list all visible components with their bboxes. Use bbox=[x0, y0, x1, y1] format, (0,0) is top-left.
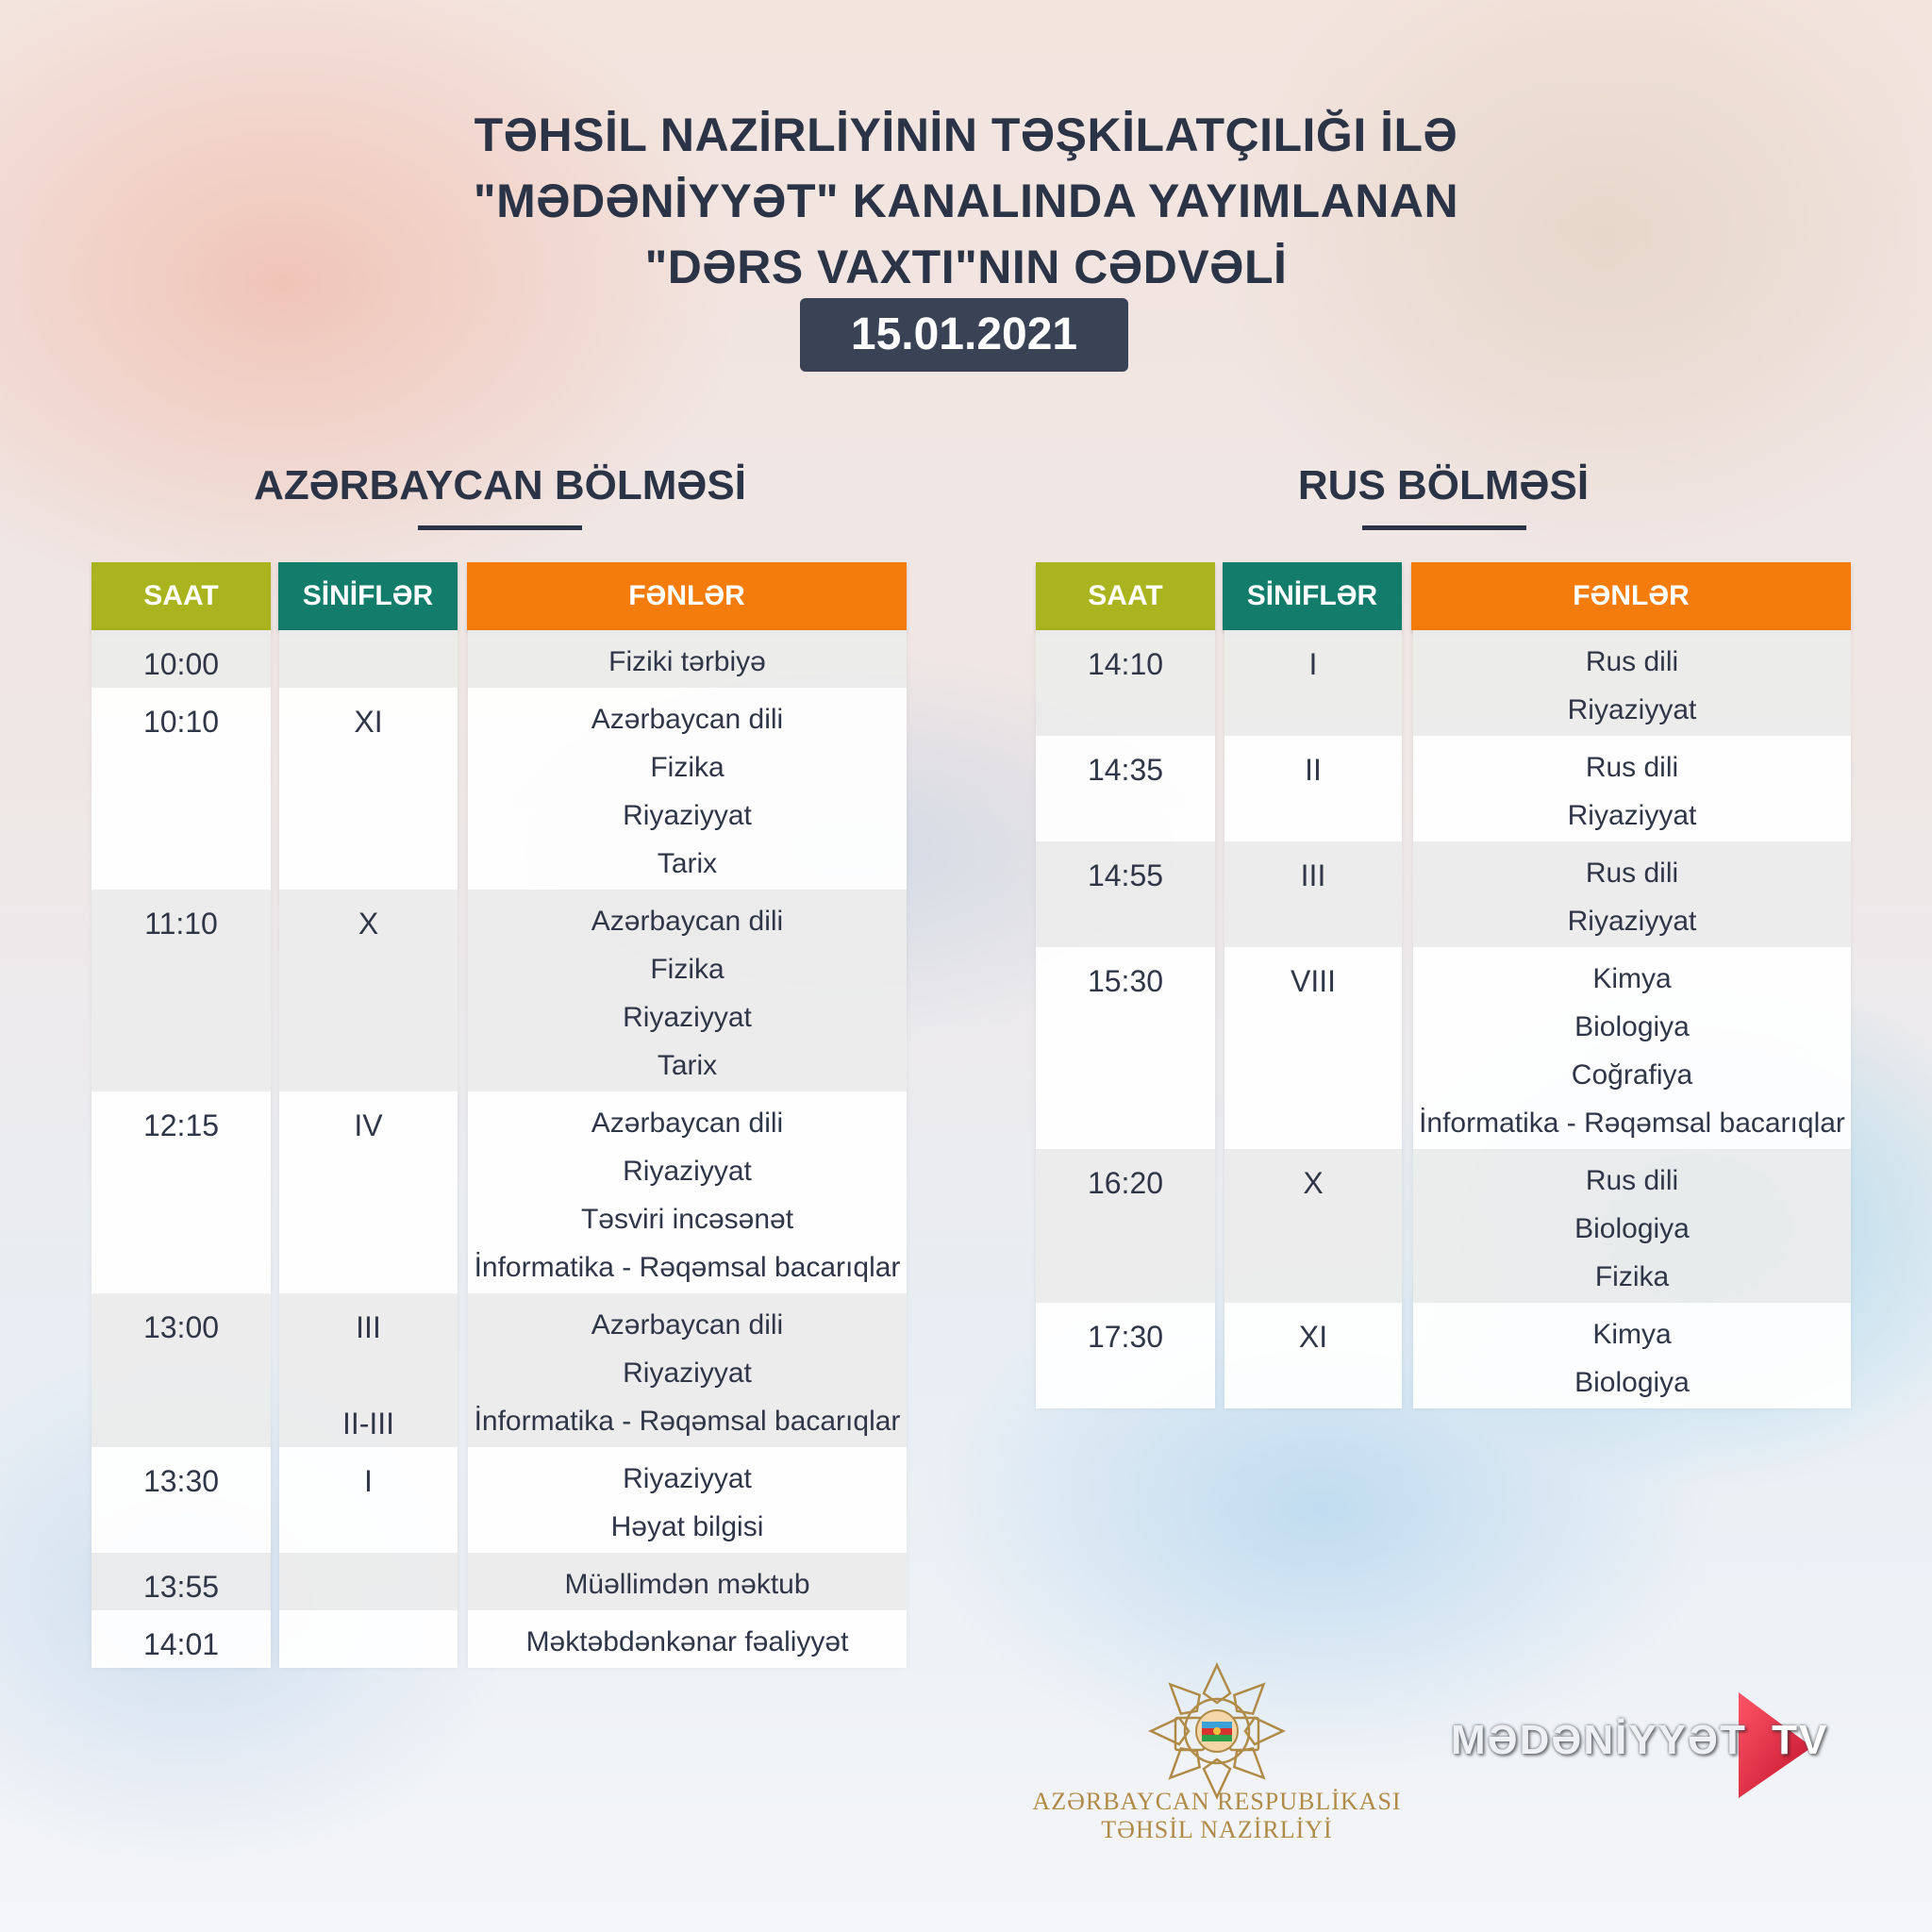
ru-row-subject: Riyaziyyat bbox=[1567, 906, 1697, 937]
ru-header-saat: SAAT bbox=[1036, 562, 1215, 630]
ru-row-time: 14:10 bbox=[1087, 647, 1164, 681]
az-row-subject-cell bbox=[468, 1091, 907, 1293]
title-line-3: "DƏRS VAXTI"NIN CƏDVƏLİ bbox=[644, 241, 1288, 293]
ru-row-grade: VIII bbox=[1290, 964, 1336, 998]
az-row-subject: Həyat bilgisi bbox=[610, 1511, 764, 1542]
az-row-subject: Riyaziyyat bbox=[623, 1463, 752, 1494]
az-row-subject-cell bbox=[468, 1447, 907, 1553]
ru-row-subject: Biologiya bbox=[1574, 1011, 1690, 1042]
ru-row-subject: Biologiya bbox=[1574, 1213, 1690, 1244]
date-badge: 15.01.2021 bbox=[800, 298, 1128, 372]
ru-section-title: RUS BÖLMƏSİ bbox=[1297, 462, 1590, 508]
ru-row-subject: Rus dili bbox=[1585, 752, 1679, 783]
ru-row-grade-cell bbox=[1224, 630, 1402, 736]
ru-row-subject: Coğrafiya bbox=[1571, 1059, 1693, 1091]
az-row-grade-cell bbox=[279, 1553, 458, 1610]
az-row-subject-cell bbox=[468, 630, 907, 688]
ru-row-grade-cell bbox=[1224, 1303, 1402, 1408]
ru-row-time: 17:30 bbox=[1087, 1320, 1164, 1354]
ru-row-time: 15:30 bbox=[1087, 964, 1164, 998]
ru-row-subject-cell bbox=[1413, 736, 1851, 841]
ru-column-saat bbox=[1036, 630, 1215, 1408]
az-row-time: 13:00 bbox=[142, 1310, 220, 1344]
ru-row-time-cell bbox=[1036, 1303, 1215, 1408]
az-row-subject-cell bbox=[468, 1610, 907, 1668]
az-row-time-cell bbox=[92, 1447, 271, 1553]
ru-row-subject: Rus dili bbox=[1585, 646, 1679, 677]
az-row-time-cell bbox=[92, 1553, 271, 1610]
ru-row-time-cell bbox=[1036, 630, 1215, 736]
az-row-grade: X bbox=[358, 907, 379, 941]
az-row-grade-cell bbox=[279, 1091, 458, 1293]
ru-row-grade-cell bbox=[1224, 841, 1402, 947]
az-row-time-cell bbox=[92, 1091, 271, 1293]
title-line-2: "MƏDƏNİYYƏT" KANALINDA YAYIMLANAN bbox=[473, 175, 1459, 227]
az-row-grade-cell bbox=[279, 890, 458, 1091]
ru-row-time: 14:55 bbox=[1087, 858, 1164, 892]
az-header-fenler: FƏNLƏR bbox=[467, 562, 907, 630]
ru-row-subject: Rus dili bbox=[1585, 1165, 1679, 1196]
az-header-sinifler: SİNİFLƏR bbox=[278, 562, 458, 630]
az-column-fenler bbox=[468, 630, 907, 1668]
az-row-grade-cell bbox=[279, 1447, 458, 1553]
ru-row-grade: II bbox=[1305, 753, 1322, 787]
az-row-time-cell bbox=[92, 890, 271, 1091]
az-header-saat: SAAT bbox=[92, 562, 271, 630]
ru-header-fenler: FƏNLƏR bbox=[1411, 562, 1851, 630]
ru-row-subject: Kimya bbox=[1592, 1319, 1672, 1350]
ru-row-subject: Kimya bbox=[1592, 963, 1672, 994]
az-row-subject: Müəllimdən məktub bbox=[564, 1569, 810, 1600]
az-row-time-cell bbox=[92, 1293, 271, 1447]
ru-row-time-cell bbox=[1036, 1149, 1215, 1303]
ru-row-time: 14:35 bbox=[1087, 753, 1164, 787]
ru-row-subject-cell bbox=[1413, 630, 1851, 736]
az-row-time: 10:10 bbox=[142, 705, 220, 739]
az-row-subject: Azərbaycan dili bbox=[591, 1108, 784, 1139]
az-row-subject: Fizika bbox=[650, 752, 724, 783]
az-row-time-cell bbox=[92, 688, 271, 890]
ru-row-grade: I bbox=[1308, 647, 1318, 681]
page-title bbox=[0, 102, 1932, 300]
ru-row-time-cell bbox=[1036, 736, 1215, 841]
az-row-time-cell bbox=[92, 630, 271, 688]
ru-row-time: 16:20 bbox=[1087, 1166, 1164, 1200]
az-row-subject: İnformatika - Rəqəmsal bacarıqlar bbox=[474, 1406, 901, 1437]
tv-logo-text bbox=[1451, 1717, 1829, 1764]
az-row-grade: I bbox=[364, 1464, 373, 1498]
az-row-time-cell bbox=[92, 1610, 271, 1668]
ru-row-grade: XI bbox=[1298, 1320, 1328, 1354]
az-row-subject: Məktəbdənkənar fəaliyyət bbox=[525, 1626, 849, 1657]
az-column-sinifler bbox=[279, 630, 458, 1668]
ru-row-subject-cell bbox=[1413, 947, 1851, 1149]
az-row-subject: Azərbaycan dili bbox=[591, 906, 784, 937]
az-row-grade-cell bbox=[279, 630, 458, 688]
ru-column-sinifler bbox=[1224, 630, 1402, 1408]
az-row-subject: Riyaziyyat bbox=[623, 800, 752, 831]
az-row-time: 12:15 bbox=[142, 1108, 220, 1142]
az-row-subject: Təsviri incəsənət bbox=[580, 1204, 794, 1235]
tv-logo-name: MƏDƏNİYYƏT bbox=[1451, 1717, 1747, 1763]
ru-row-subject-cell bbox=[1413, 1303, 1851, 1408]
az-row-grade: XI bbox=[354, 705, 383, 739]
ru-row-subject: Biologiya bbox=[1574, 1367, 1690, 1398]
az-row-subject: İnformatika - Rəqəmsal bacarıqlar bbox=[474, 1252, 901, 1283]
az-row-grade-cell bbox=[279, 688, 458, 890]
ru-row-subject-cell bbox=[1413, 1149, 1851, 1303]
ru-row-grade-cell bbox=[1224, 736, 1402, 841]
az-row-subject-cell bbox=[468, 1553, 907, 1610]
az-row-time: 13:55 bbox=[142, 1570, 220, 1604]
ru-row-subject: İnformatika - Rəqəmsal bacarıqlar bbox=[1419, 1108, 1845, 1139]
ru-row-time-cell bbox=[1036, 947, 1215, 1149]
ru-row-subject: Riyaziyyat bbox=[1567, 694, 1697, 725]
az-row-time: 11:10 bbox=[144, 907, 218, 941]
az-row-subject-cell bbox=[468, 688, 907, 890]
az-row-subject: Tarix bbox=[657, 848, 718, 879]
ru-column-fenler bbox=[1413, 630, 1851, 1408]
tv-logo-suffix: TV bbox=[1772, 1717, 1829, 1763]
az-row-subject: Azərbaycan dili bbox=[591, 704, 784, 735]
az-row-grade: III bbox=[356, 1310, 381, 1344]
az-row-time: 14:01 bbox=[142, 1627, 220, 1661]
az-row-grade: IV bbox=[354, 1108, 383, 1142]
az-row-subject: Riyaziyyat bbox=[623, 1156, 752, 1187]
ru-row-time-cell bbox=[1036, 841, 1215, 947]
ru-header-sinifler: SİNİFLƏR bbox=[1223, 562, 1402, 630]
ru-row-subject: Riyaziyyat bbox=[1567, 800, 1697, 831]
ru-row-subject: Rus dili bbox=[1585, 858, 1679, 889]
az-column-saat bbox=[92, 630, 271, 1668]
az-row-subject: Azərbaycan dili bbox=[591, 1309, 784, 1341]
ru-row-subject-cell bbox=[1413, 841, 1851, 947]
ru-row-grade-cell bbox=[1224, 1149, 1402, 1303]
ru-row-grade: III bbox=[1300, 858, 1326, 892]
ru-row-grade: X bbox=[1303, 1166, 1324, 1200]
az-row-subject: Riyaziyyat bbox=[623, 1357, 752, 1389]
az-section-underline bbox=[418, 525, 582, 530]
az-row-subject: Riyaziyyat bbox=[623, 1002, 752, 1033]
az-row-subject-cell bbox=[468, 890, 907, 1091]
ministry-name-line-2: TƏHSİL NAZİRLİYİ bbox=[1101, 1816, 1333, 1843]
title-line-1: TƏHSİL NAZİRLİYİNİN TƏŞKİLATÇILIĞI İLƏ bbox=[474, 108, 1458, 161]
ru-row-subject: Fizika bbox=[1594, 1261, 1670, 1292]
az-row-subject: Fizika bbox=[650, 954, 724, 985]
az-row-grade: II-III bbox=[341, 1407, 395, 1441]
ministry-name-line-1: AZƏRBAYCAN RESPUBLİKASI bbox=[1032, 1788, 1402, 1815]
az-row-time: 10:00 bbox=[142, 647, 220, 681]
az-section-title: AZƏRBAYCAN BÖLMƏSİ bbox=[254, 462, 746, 508]
az-row-grade-cell bbox=[279, 1610, 458, 1668]
az-row-subject: Fiziki tərbiyə bbox=[608, 646, 766, 677]
ru-row-grade-cell bbox=[1224, 947, 1402, 1149]
ru-section-underline bbox=[1362, 525, 1526, 530]
az-row-subject-cell bbox=[468, 1293, 907, 1447]
az-row-grade-cell bbox=[279, 1293, 458, 1447]
az-row-time: 13:30 bbox=[142, 1464, 220, 1498]
az-row-subject: Tarix bbox=[657, 1050, 718, 1081]
